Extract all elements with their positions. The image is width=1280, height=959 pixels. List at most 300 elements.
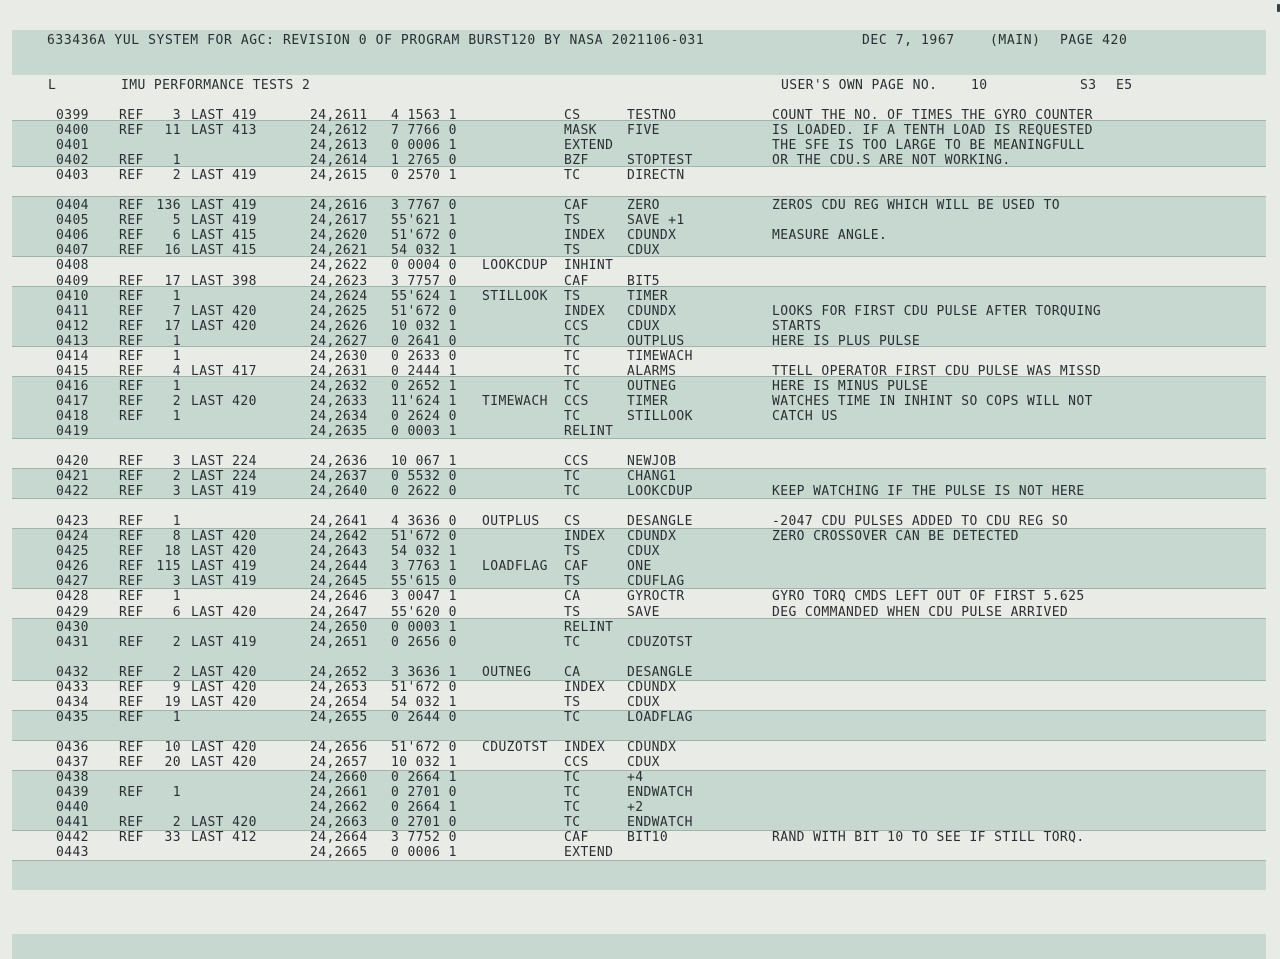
address: 24,2623 [310, 273, 368, 289]
object-code: 0 2701 0 [391, 785, 457, 800]
band-rule [12, 196, 1266, 197]
opcode: TC [564, 785, 581, 800]
ref-keyword: REF [119, 785, 144, 800]
address: 24,2647 [310, 604, 368, 620]
object-code: 3 7763 1 [391, 559, 457, 575]
operand: OUTNEG [627, 378, 677, 394]
address: 24,2632 [310, 378, 368, 394]
ref-keyword: REF [119, 454, 144, 470]
ref-last-page: LAST 398 [191, 273, 257, 289]
address: 24,2621 [310, 243, 368, 259]
comment: THE SFE IS TOO LARGE TO BE MEANINGFULL [772, 138, 1085, 154]
object-code: 51'672 0 [391, 739, 457, 755]
object-code: 0 0006 1 [391, 138, 457, 154]
opcode: TC [564, 634, 581, 650]
address: 24,2645 [310, 574, 368, 590]
opcode: INHINT [564, 258, 614, 274]
opcode: INDEX [564, 303, 606, 319]
address: 24,2642 [310, 529, 368, 545]
address: 24,2634 [310, 408, 368, 424]
opcode: INDEX [564, 228, 606, 244]
line-number: 0399 [56, 108, 89, 123]
ref-count: 136 [156, 198, 181, 214]
ref-count: 3 [172, 574, 181, 590]
opcode: TC [564, 333, 581, 349]
location-label: LOOKCDUP [482, 258, 548, 274]
object-code: 1 2765 0 [391, 153, 457, 169]
opcode: RELINT [564, 619, 614, 635]
line-number: 0433 [56, 679, 89, 695]
object-code: 10 032 1 [391, 318, 457, 334]
operand: +2 [627, 800, 644, 816]
ref-last-page: LAST 417 [191, 363, 257, 379]
ref-keyword: REF [119, 273, 144, 289]
line-number: 0421 [56, 469, 89, 485]
object-code: 7 7766 0 [391, 123, 457, 139]
operand: DESANGLE [627, 514, 693, 530]
object-code: 55'624 1 [391, 288, 457, 304]
line-number: 0419 [56, 424, 89, 439]
object-code: 54 032 1 [391, 694, 457, 710]
object-code: 3 7767 0 [391, 198, 457, 214]
operand: ONE [627, 559, 652, 575]
ref-count: 1 [172, 514, 181, 530]
comment: GYRO TORQ CMDS LEFT OUT OF FIRST 5.625 [772, 589, 1085, 605]
opcode: TC [564, 363, 581, 379]
object-code: 0 2444 1 [391, 363, 457, 379]
operand: ENDWATCH [627, 815, 693, 831]
object-code: 51'672 0 [391, 679, 457, 695]
address: 24,2625 [310, 303, 368, 319]
ref-last-page: LAST 420 [191, 664, 257, 680]
ref-last-page: LAST 420 [191, 318, 257, 334]
line-number: 0411 [56, 303, 89, 319]
ref-last-page: LAST 415 [191, 243, 257, 259]
ref-count: 115 [156, 559, 181, 575]
operand: BIT5 [627, 273, 660, 289]
operand: DESANGLE [627, 664, 693, 680]
address: 24,2622 [310, 258, 368, 274]
ref-last-page: LAST 224 [191, 454, 257, 470]
operand: CDUX [627, 694, 660, 710]
ref-keyword: REF [119, 709, 144, 725]
line-number: 0427 [56, 574, 89, 590]
address: 24,2650 [310, 619, 368, 635]
object-code: 0 2656 0 [391, 634, 457, 650]
operand: TESTNO [627, 108, 677, 123]
operand: OUTPLUS [627, 333, 685, 349]
ref-last-page: LAST 420 [191, 754, 257, 770]
opcode: RELINT [564, 424, 614, 439]
listing-part: (MAIN) [990, 33, 1041, 48]
ref-keyword: REF [119, 168, 144, 184]
band-rule [12, 438, 1266, 439]
line-number: 0436 [56, 739, 89, 755]
ref-last-page: LAST 419 [191, 108, 257, 123]
line-number: 0413 [56, 333, 89, 349]
ref-count: 6 [172, 228, 181, 244]
address: 24,2633 [310, 393, 368, 409]
line-number: 0405 [56, 213, 89, 229]
ref-count: 1 [172, 333, 181, 349]
paper-band [12, 860, 1266, 890]
operand: LOOKCDUP [627, 484, 693, 500]
line-number: 0440 [56, 800, 89, 816]
ref-last-page: LAST 420 [191, 815, 257, 831]
ref-keyword: REF [119, 378, 144, 394]
ref-keyword: REF [119, 408, 144, 424]
line-number: 0412 [56, 318, 89, 334]
page-number: PAGE 420 [1060, 33, 1128, 48]
operand: TIMER [627, 288, 669, 304]
object-code: 0 0006 1 [391, 845, 457, 861]
ref-keyword: REF [119, 318, 144, 334]
ref-keyword: REF [119, 815, 144, 831]
ref-keyword: REF [119, 664, 144, 680]
ref-count: 33 [164, 830, 181, 846]
opcode: CCS [564, 754, 589, 770]
operand: CDUNDX [627, 303, 677, 319]
ref-last-page: LAST 420 [191, 544, 257, 560]
ref-keyword: REF [119, 739, 144, 755]
ref-keyword: REF [119, 228, 144, 244]
object-code: 0 2641 0 [391, 333, 457, 349]
line-number: 0414 [56, 348, 89, 364]
ref-count: 4 [172, 363, 181, 379]
opcode: INDEX [564, 739, 606, 755]
address: 24,2635 [310, 424, 368, 439]
line-number: 0415 [56, 363, 89, 379]
program-banner: 633436A YUL SYSTEM FOR AGC: REVISION 0 OF PROGRAM BURST120 BY NASA 2021106-031 [47, 33, 705, 48]
opcode: CAF [564, 559, 589, 575]
opcode: TC [564, 484, 581, 500]
operand: CDUX [627, 544, 660, 560]
line-number: 0435 [56, 709, 89, 725]
ref-count: 2 [172, 393, 181, 409]
address: 24,2643 [310, 544, 368, 560]
address: 24,2644 [310, 559, 368, 575]
opcode: CCS [564, 393, 589, 409]
comment: LOOKS FOR FIRST CDU PULSE AFTER TORQUING [772, 303, 1102, 319]
ref-keyword: REF [119, 589, 144, 605]
ref-last-page: LAST 419 [191, 484, 257, 500]
line-number: 0401 [56, 138, 89, 154]
comment: HERE IS PLUS PULSE [772, 333, 921, 349]
address: 24,2636 [310, 454, 368, 470]
operand: ZERO [627, 198, 660, 214]
ref-count: 2 [172, 634, 181, 650]
object-code: 3 3636 1 [391, 664, 457, 680]
comment: IS LOADED. IF A TENTH LOAD IS REQUESTED [772, 123, 1093, 139]
ref-count: 2 [172, 664, 181, 680]
opcode: CS [564, 108, 581, 123]
location-label: CDUZOTST [482, 739, 548, 755]
object-code: 0 2622 0 [391, 484, 457, 500]
ref-keyword: REF [119, 288, 144, 304]
line-number: 0420 [56, 454, 89, 470]
listing-date: DEC 7, 1967 [862, 33, 955, 48]
line-number: 0441 [56, 815, 89, 831]
operand: STOPTEST [627, 153, 693, 169]
ref-count: 1 [172, 709, 181, 725]
ref-keyword: REF [119, 198, 144, 214]
object-code: 0 2664 1 [391, 800, 457, 816]
comment: DEG COMMANDED WHEN CDU PULSE ARRIVED [772, 604, 1069, 620]
address: 24,2620 [310, 228, 368, 244]
comment: WATCHES TIME IN INHINT SO COPS WILL NOT [772, 393, 1093, 409]
opcode: TS [564, 694, 581, 710]
location-label: OUTPLUS [482, 514, 540, 530]
operand: CDUX [627, 243, 660, 259]
ref-keyword: REF [119, 634, 144, 650]
line-number: 0400 [56, 123, 89, 139]
ref-count: 6 [172, 604, 181, 620]
ref-count: 1 [172, 589, 181, 605]
ref-keyword: REF [119, 469, 144, 485]
line-number: 0407 [56, 243, 89, 259]
opcode: CA [564, 589, 581, 605]
operand: SAVE +1 [627, 213, 685, 229]
ref-last-page: LAST 419 [191, 168, 257, 184]
opcode: CCS [564, 318, 589, 334]
ref-count: 17 [164, 273, 181, 289]
line-number: 0430 [56, 619, 89, 635]
paper-band [12, 934, 1266, 959]
line-number: 0402 [56, 153, 89, 169]
address: 24,2660 [310, 769, 368, 785]
ref-count: 1 [172, 288, 181, 304]
comment: OR THE CDU.S ARE NOT WORKING. [772, 153, 1011, 169]
object-code: 55'620 0 [391, 604, 457, 620]
comment: MEASURE ANGLE. [772, 228, 888, 244]
operand: ENDWATCH [627, 785, 693, 800]
section-title: IMU PERFORMANCE TESTS 2 [121, 78, 311, 93]
opcode: MASK [564, 123, 597, 139]
opcode: TS [564, 243, 581, 259]
ref-count: 1 [172, 153, 181, 169]
ref-count: 19 [164, 694, 181, 710]
ref-count: 10 [164, 739, 181, 755]
ref-last-page: LAST 413 [191, 123, 257, 139]
line-number: 0404 [56, 198, 89, 214]
ref-keyword: REF [119, 393, 144, 409]
users-own-page-number: 10 [971, 78, 988, 93]
object-code: 0 2570 1 [391, 168, 457, 184]
address: 24,2630 [310, 348, 368, 364]
object-code: 3 7752 0 [391, 830, 457, 846]
operand: GYROCTR [627, 589, 685, 605]
object-code: 4 1563 1 [391, 108, 457, 123]
opcode: TC [564, 408, 581, 424]
ref-keyword: REF [119, 604, 144, 620]
ref-keyword: REF [119, 153, 144, 169]
ref-last-page: LAST 224 [191, 469, 257, 485]
line-number: 0431 [56, 634, 89, 650]
address: 24,2656 [310, 739, 368, 755]
ref-last-page: LAST 420 [191, 393, 257, 409]
address: 24,2657 [310, 754, 368, 770]
operand: TIMER [627, 393, 669, 409]
object-code: 0 2644 0 [391, 709, 457, 725]
ref-count: 3 [172, 454, 181, 470]
band-rule [12, 860, 1266, 861]
ref-last-page: LAST 420 [191, 694, 257, 710]
ref-keyword: REF [119, 333, 144, 349]
operand: CDUNDX [627, 739, 677, 755]
address: 24,2614 [310, 153, 368, 169]
operand: LOADFLAG [627, 709, 693, 725]
comment: COUNT THE NO. OF TIMES THE GYRO COUNTER [772, 108, 1093, 123]
ref-keyword: REF [119, 303, 144, 319]
location-label: TIMEWACH [482, 393, 548, 409]
opcode: TS [564, 288, 581, 304]
comment: ZERO CROSSOVER CAN BE DETECTED [772, 529, 1019, 545]
line-number: 0417 [56, 393, 89, 409]
address: 24,2613 [310, 138, 368, 154]
ref-keyword: REF [119, 348, 144, 364]
address: 24,2651 [310, 634, 368, 650]
ref-last-page: LAST 419 [191, 198, 257, 214]
operand: CDUZOTST [627, 634, 693, 650]
ref-keyword: REF [119, 559, 144, 575]
ref-count: 2 [172, 168, 181, 184]
line-number: 0408 [56, 258, 89, 274]
opcode: CA [564, 664, 581, 680]
comment: STARTS [772, 318, 822, 334]
ref-count: 8 [172, 529, 181, 545]
comment: CATCH US [772, 408, 838, 424]
ref-keyword: REF [119, 754, 144, 770]
ref-count: 3 [172, 108, 181, 123]
ref-keyword: REF [119, 363, 144, 379]
opcode: CAF [564, 198, 589, 214]
s-code: S3 [1080, 78, 1097, 93]
address: 24,2624 [310, 288, 368, 304]
operand: +4 [627, 769, 644, 785]
ref-last-page: LAST 420 [191, 604, 257, 620]
ref-count: 3 [172, 484, 181, 500]
address: 24,2640 [310, 484, 368, 500]
object-code: 10 032 1 [391, 754, 457, 770]
object-code: 0 2624 0 [391, 408, 457, 424]
line-number: 0439 [56, 785, 89, 800]
ref-keyword: REF [119, 544, 144, 560]
e-code: E5 [1116, 78, 1133, 93]
ref-count: 20 [164, 754, 181, 770]
operand: CDUX [627, 754, 660, 770]
operand: BIT10 [627, 830, 669, 846]
line-number: 0409 [56, 273, 89, 289]
operand: ALARMS [627, 363, 677, 379]
ref-count: 9 [172, 679, 181, 695]
address: 24,2626 [310, 318, 368, 334]
ref-last-page: LAST 420 [191, 529, 257, 545]
ref-keyword: REF [119, 529, 144, 545]
object-code: 0 2633 0 [391, 348, 457, 364]
object-code: 0 0004 0 [391, 258, 457, 274]
ref-keyword: REF [119, 514, 144, 530]
ref-keyword: REF [119, 123, 144, 139]
opcode: TS [564, 574, 581, 590]
location-label: STILLOOK [482, 288, 548, 304]
address: 24,2616 [310, 198, 368, 214]
opcode: CS [564, 514, 581, 530]
object-code: 51'672 0 [391, 529, 457, 545]
operand: DIRECTN [627, 168, 685, 184]
ref-keyword: REF [119, 243, 144, 259]
operand: CDUNDX [627, 679, 677, 695]
address: 24,2663 [310, 815, 368, 831]
ref-keyword: REF [119, 484, 144, 500]
address: 24,2655 [310, 709, 368, 725]
address: 24,2662 [310, 800, 368, 816]
object-code: 0 0003 1 [391, 424, 457, 439]
line-number: 0425 [56, 544, 89, 560]
opcode: TC [564, 348, 581, 364]
address: 24,2653 [310, 679, 368, 695]
line-number: 0426 [56, 559, 89, 575]
line-number: 0438 [56, 769, 89, 785]
object-code: 4 3636 0 [391, 514, 457, 530]
line-number: 0403 [56, 168, 89, 184]
object-code: 0 2652 1 [391, 378, 457, 394]
line-number: 0410 [56, 288, 89, 304]
object-code: 0 2664 1 [391, 769, 457, 785]
address: 24,2654 [310, 694, 368, 710]
object-code: 55'615 0 [391, 574, 457, 590]
comment: -2047 CDU PULSES ADDED TO CDU REG SO [772, 514, 1069, 530]
opcode: TC [564, 168, 581, 184]
ref-count: 1 [172, 378, 181, 394]
opcode: TC [564, 769, 581, 785]
operand: CDUX [627, 318, 660, 334]
ref-count: 17 [164, 318, 181, 334]
address: 24,2665 [310, 845, 368, 861]
operand: CHANG1 [627, 469, 677, 485]
ref-last-page: LAST 420 [191, 679, 257, 695]
ref-keyword: REF [119, 830, 144, 846]
operand: CDUFLAG [627, 574, 685, 590]
address: 24,2631 [310, 363, 368, 379]
ref-count: 1 [172, 348, 181, 364]
ref-keyword: REF [119, 213, 144, 229]
operand: SAVE [627, 604, 660, 620]
line-number: 0422 [56, 484, 89, 500]
ref-count: 1 [172, 408, 181, 424]
line-number: 0428 [56, 589, 89, 605]
object-code: 54 032 1 [391, 544, 457, 560]
address: 24,2661 [310, 785, 368, 800]
users-own-page-label: USER'S OWN PAGE NO. [781, 78, 938, 93]
operand: NEWJOB [627, 454, 677, 470]
ref-count: 5 [172, 213, 181, 229]
opcode: EXTEND [564, 138, 614, 154]
object-code: 11'624 1 [391, 393, 457, 409]
operand: TIMEWACH [627, 348, 693, 364]
address: 24,2641 [310, 514, 368, 530]
opcode: CAF [564, 830, 589, 846]
line-number: 0437 [56, 754, 89, 770]
line-number: 0406 [56, 228, 89, 244]
comment: RAND WITH BIT 10 TO SEE IF STILL TORQ. [772, 830, 1085, 846]
ref-last-page: LAST 419 [191, 574, 257, 590]
object-code: 10 067 1 [391, 454, 457, 470]
address: 24,2612 [310, 123, 368, 139]
comment: TTELL OPERATOR FIRST CDU PULSE WAS MISSD [772, 363, 1102, 379]
operand: CDUNDX [627, 529, 677, 545]
ref-count: 2 [172, 815, 181, 831]
location-label: OUTNEG [482, 664, 532, 680]
